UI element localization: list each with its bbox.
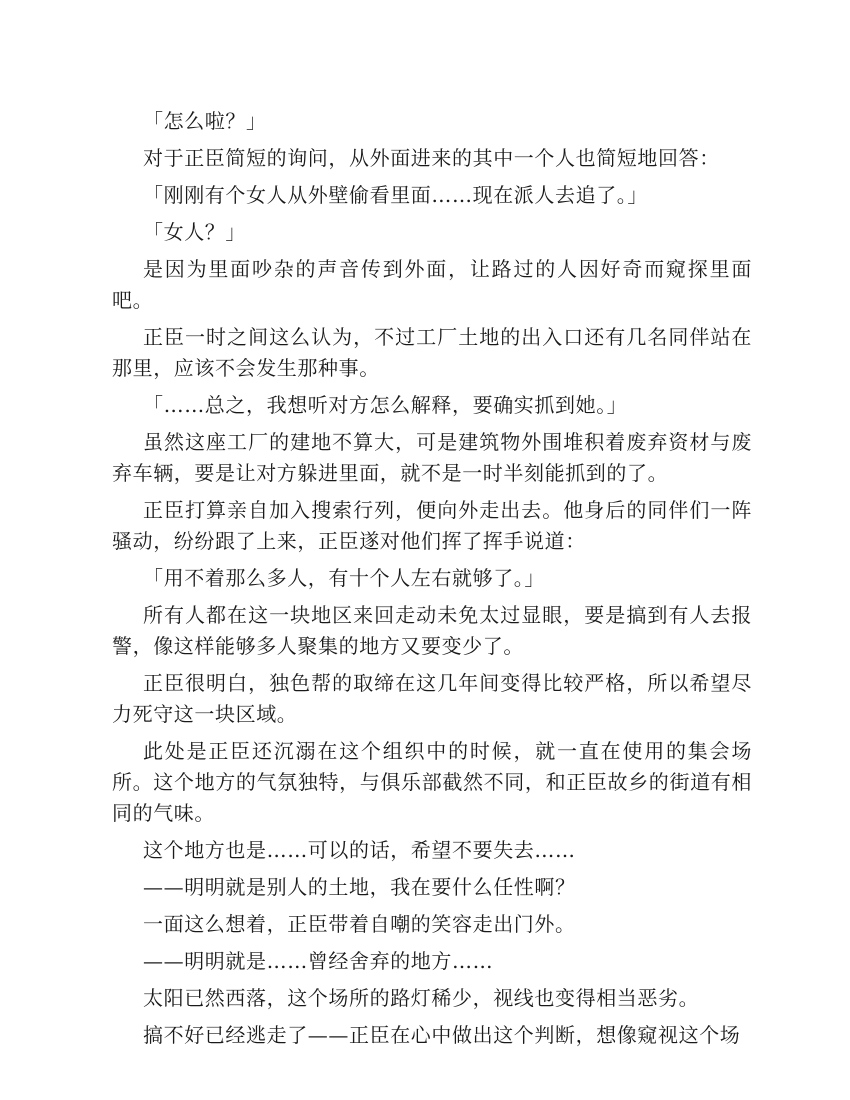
paragraph-4: 「女人？」	[143, 220, 246, 244]
paragraph-19: 搞不好已经逃走了——正臣在心中做出这个判断，想像窥视这个场	[143, 1023, 741, 1047]
paragraph-5: 是因为里面吵杂的声音传到外面，让路过的人因好奇而窥探里面吧。	[112, 257, 752, 312]
paragraph-6: 正臣一时之间这么认为，不过工厂土地的出入口还有几名同伴站在那里，应该不会发生那种事。	[112, 325, 752, 380]
paragraph-9: 正臣打算亲自加入搜索行列，便向外走出去。他身后的同伴们一阵骚动，纷纷跟了上来，正臣遂对他们挥了挥手说道：	[112, 498, 752, 553]
paragraph-11: 所有人都在这一块地区来回走动未免太过显眼，要是搞到有人去报警，像这样能够多人聚集的地方又要变少了。	[112, 603, 752, 658]
paragraph-14: 这个地方也是……可以的话，希望不要失去……	[143, 838, 576, 862]
paragraph-7: 「……总之，我想听对方怎么解释，要确实抓到她。」	[143, 393, 628, 417]
paragraph-17: ——明明就是……曾经舍弃的地方……	[143, 949, 494, 973]
paragraph-1: 「怎么啦？」	[143, 109, 267, 133]
paragraph-16: 一面这么想着，正臣带着自嘲的笑容走出门外。	[143, 912, 576, 936]
paragraph-18: 太阳已然西落，这个场所的路灯稀少，视线也变得相当恶劣。	[143, 986, 700, 1010]
paragraph-8: 虽然这座工厂的建地不算大，可是建筑物外围堆积着废弃资材与废弃车辆，要是让对方躲进里面，就不是一时半刻能抓到的了。	[112, 430, 752, 485]
text-body	[112, 106, 752, 1057]
paragraph-15: ——明明就是别人的土地，我在要什么任性啊？	[143, 875, 576, 899]
paragraph-3: 「刚刚有个女人从外壁偷看里面……现在派人去追了。」	[143, 183, 648, 207]
paragraph-12: 正臣很明白，独色帮的取缔在这几年间变得比较严格，所以希望尽力死守这一块区域。	[112, 671, 752, 726]
paragraph-2: 对于正臣简短的询问，从外面进来的其中一个人也简短地回答：	[143, 146, 720, 170]
paragraph-13: 此处是正臣还沉溺在这个组织中的时候，就一直在使用的集会场所。这个地方的气氛独特，与俱乐部截然不同，和正臣故乡的街道有相同的气味。	[112, 739, 752, 825]
paragraph-10: 「用不着那么多人，有十个人左右就够了。」	[143, 566, 545, 590]
